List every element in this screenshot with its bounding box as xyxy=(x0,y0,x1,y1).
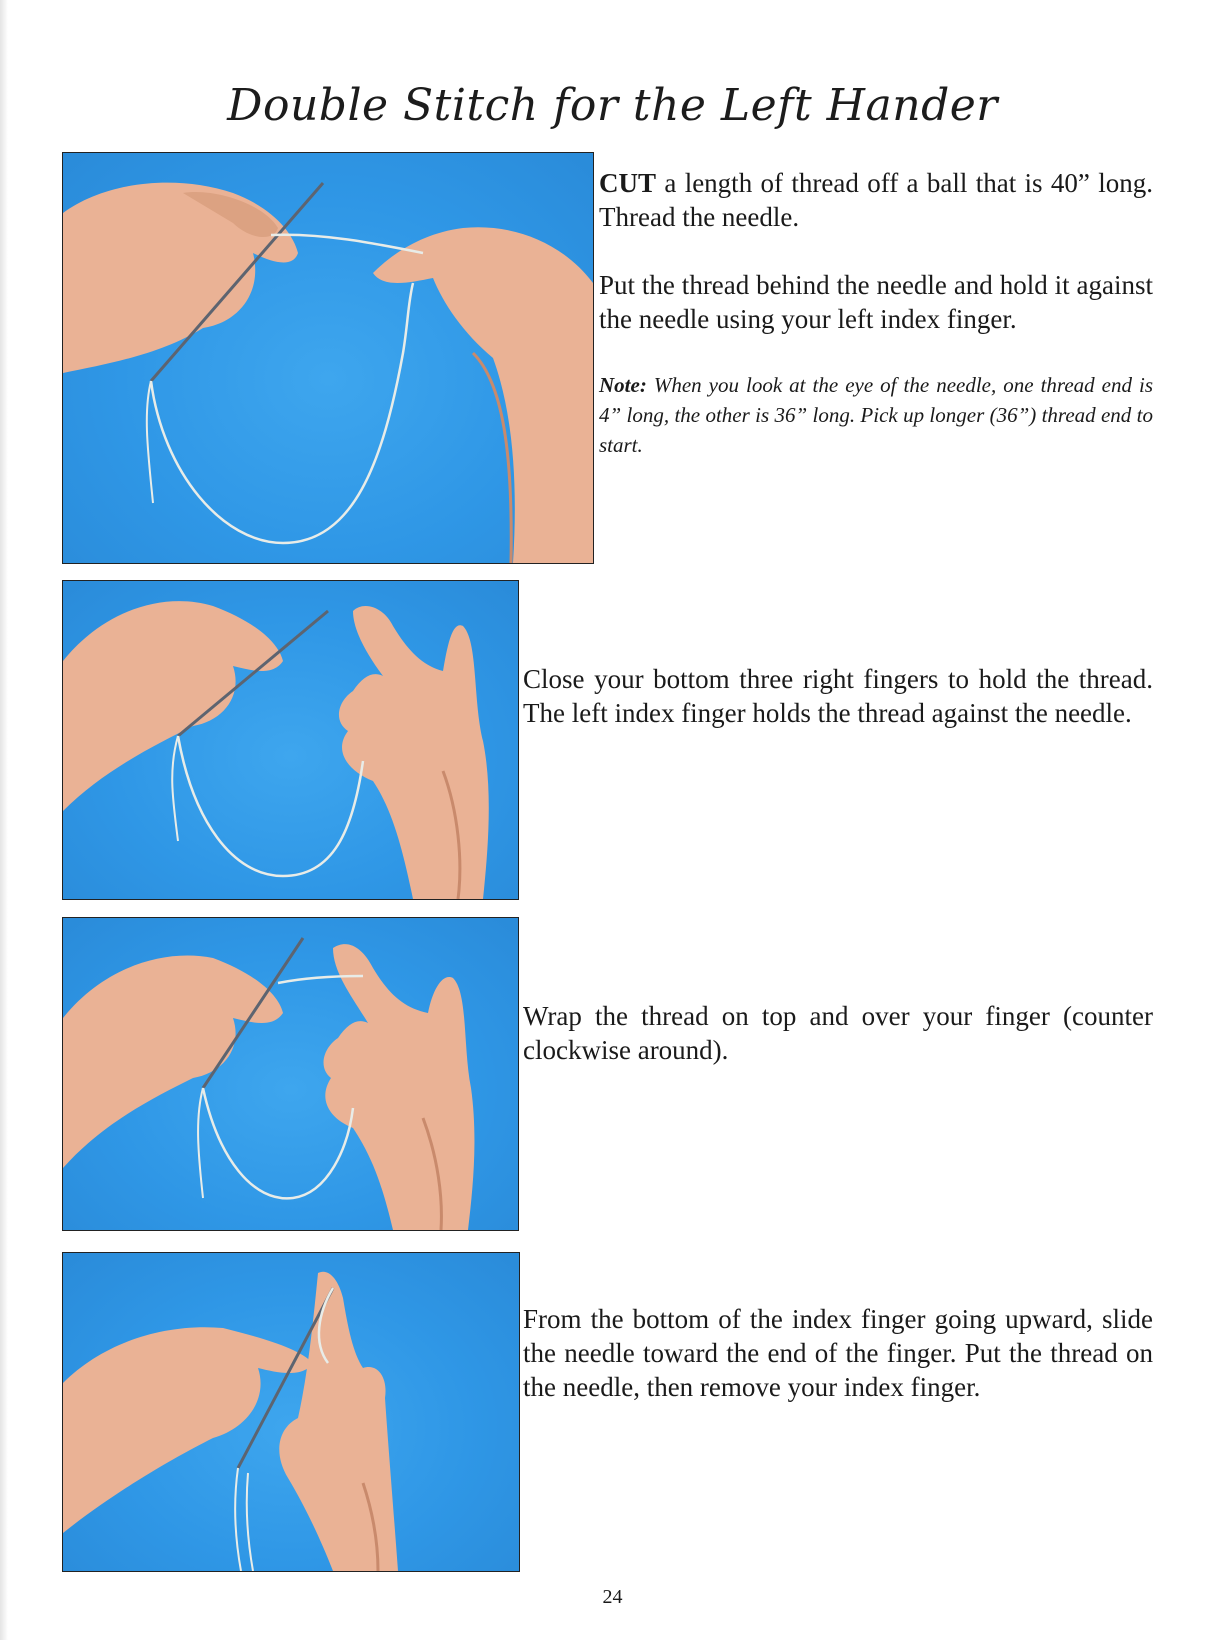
step-1-body: a length of thread off a ball that is 40” long. Thread the needle. xyxy=(599,168,1153,232)
page-title: Double Stitch for the Left Hander xyxy=(227,80,998,131)
step-3-photo xyxy=(62,917,519,1231)
page-edge-shadow xyxy=(0,0,8,1640)
step-1-photo xyxy=(62,152,594,564)
step-2-photo xyxy=(62,580,519,900)
step-1-text xyxy=(599,166,1153,234)
step-1-lead: CUT xyxy=(599,168,657,198)
step-3-text: Wrap the thread on top and over your finger (counter clockwise around). xyxy=(523,1001,1153,1065)
step-1-text-2: Put the thread behind the needle and hold it against the needle using your left index finger. xyxy=(599,270,1153,334)
page-number: 24 xyxy=(602,1586,623,1608)
step-4-text: From the bottom of the index finger going upward, slide the needle toward the end of the finger. Put the thread on the needle, then remove your index finger. xyxy=(523,1304,1153,1402)
step-1-note-label: Note: xyxy=(599,373,647,397)
step-1-note-text: When you look at the eye of the needle, one thread end is 4” long, the other is 36” long. Pick up longer (36”) thread end to start. xyxy=(599,373,1153,457)
step-2-text: Close your bottom three right fingers to hold the thread. The left index finger holds the thread against the needle. xyxy=(523,664,1153,728)
step-1-note xyxy=(599,370,1153,460)
step-4-photo xyxy=(62,1252,520,1572)
